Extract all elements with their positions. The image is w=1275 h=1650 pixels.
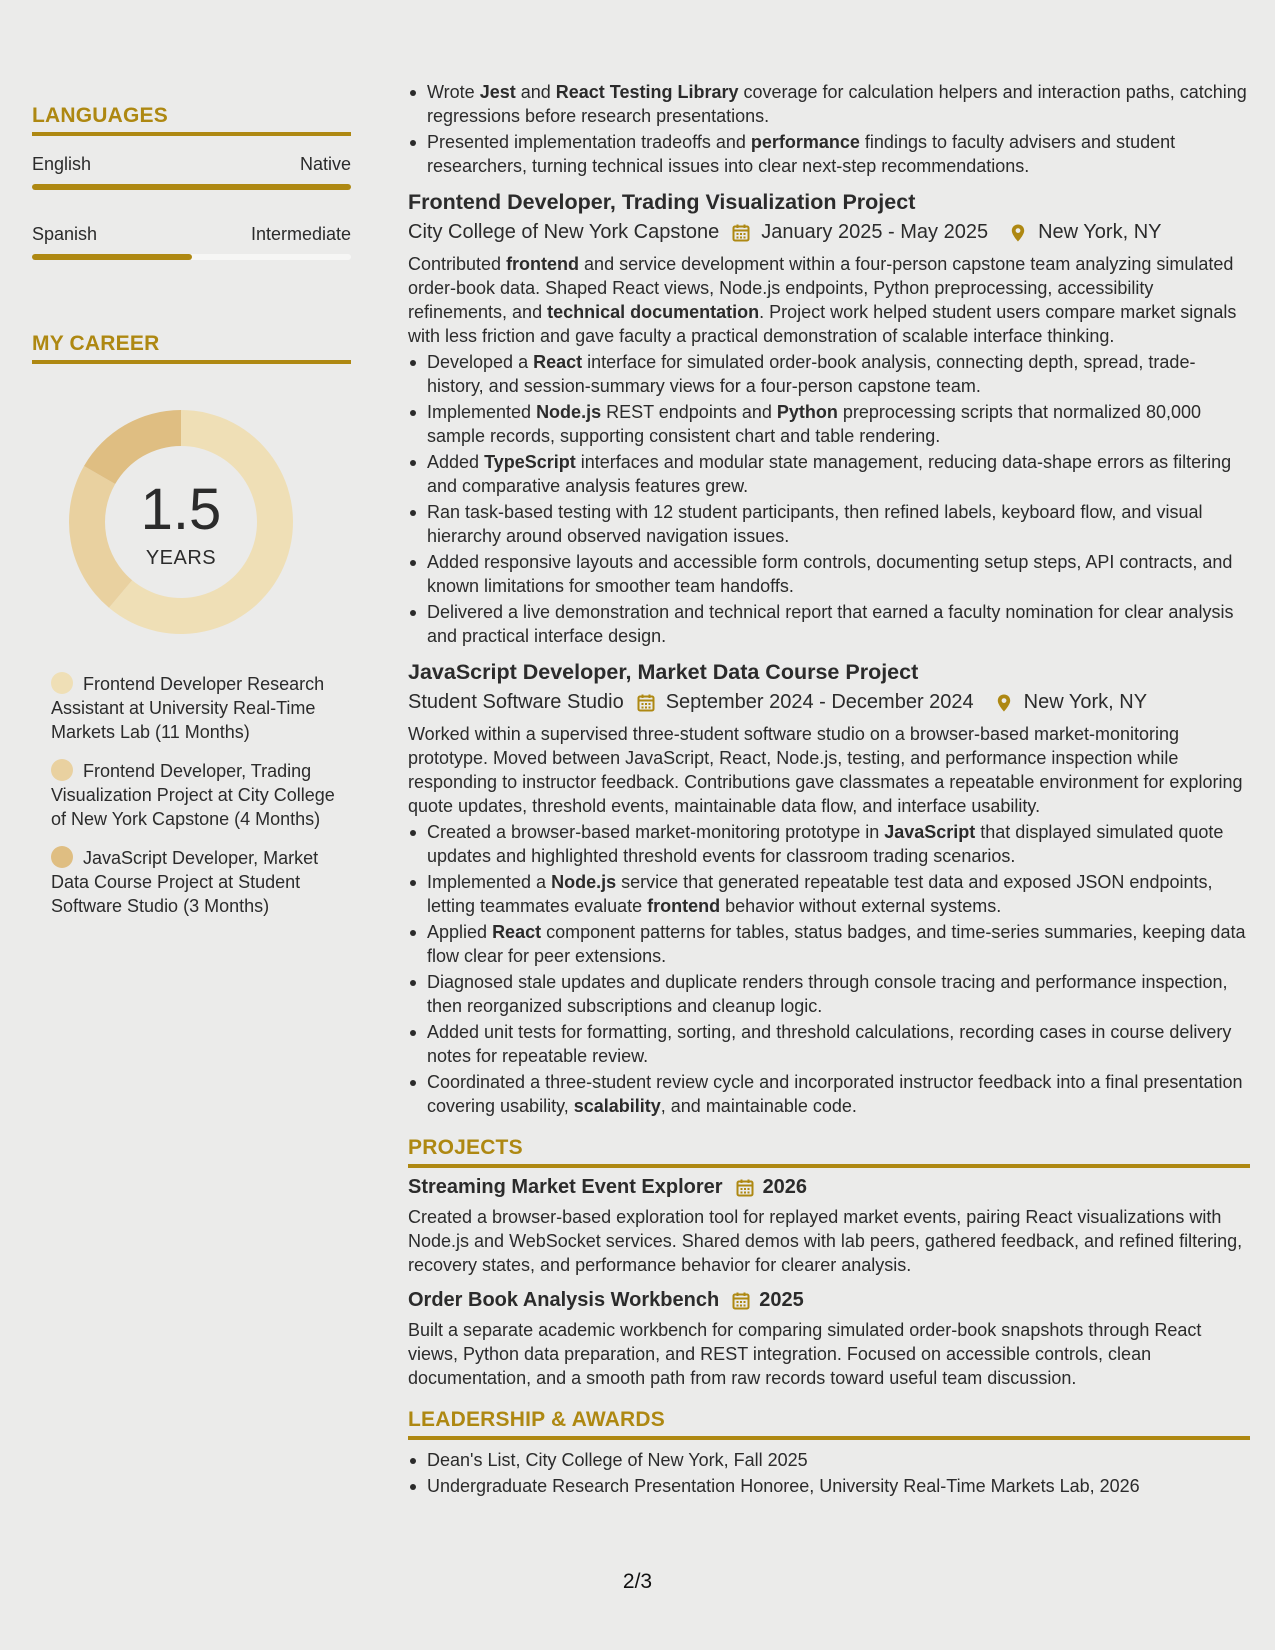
project-year: 2026 [762, 1176, 808, 1198]
text-run: component patterns for tables, status badges, and time-series summaries, keeping data flow clear for peer extensions. [427, 922, 1246, 966]
text-run: Added [427, 452, 485, 472]
language-list [32, 154, 351, 260]
experience-list [408, 190, 1250, 1118]
leadership-heading: LEADERSHIP & AWARDS [408, 1408, 1250, 1440]
text-run: Applied [427, 922, 493, 942]
text-run: that displayed simulated quote updates and highlighted threshold events for classroom trading scenarios. [427, 822, 1224, 866]
bold-keyword: React [492, 922, 542, 942]
intro-bullet-list [408, 80, 1250, 178]
project-title-row [408, 1176, 1250, 1199]
bold-keyword: React [533, 352, 583, 372]
career-legend-item [51, 672, 341, 744]
bold-keyword: technical documentation [547, 302, 760, 322]
bullet-item [408, 600, 1250, 648]
job-dates: September 2024 - December 2024 [665, 691, 974, 713]
bold-keyword: performance [750, 132, 860, 152]
bullet-item [408, 80, 1250, 128]
language-row [32, 224, 351, 245]
bullet-item [408, 920, 1250, 968]
bullet-item [408, 970, 1250, 1018]
text-run: Worked within a supervised three-student software studio on a browser-based market-monitoring prototype. Moved between JavaScript, React, Node.js, testing, and performance inspection while responding to instructor feedback. Contributions gave classmates a repeatable environment for exploring quote updates, threshold events, maintainable data flow, and interface usability. [408, 724, 1243, 816]
legend-color-dot [51, 759, 73, 781]
project-entry [408, 1176, 1250, 1277]
language-name: Spanish [32, 224, 98, 244]
job-summary [408, 722, 1250, 818]
language-row [32, 154, 351, 175]
job-location: New York, NY [1038, 221, 1162, 243]
page-number: 2/3 [622, 1570, 653, 1593]
career-legend [32, 672, 351, 918]
bold-keyword: Jest [479, 82, 516, 102]
language-item [32, 154, 351, 190]
language-level: Native [299, 154, 351, 174]
bullet-item [408, 400, 1250, 448]
bullet-item [408, 820, 1250, 868]
languages-heading: LANGUAGES [32, 104, 351, 136]
job-meta [408, 691, 1250, 714]
legend-label: Frontend Developer, Trading Visualization Project at City College of New York Capstone (4 Months) [51, 761, 335, 829]
bold-keyword: TypeScript [484, 452, 576, 472]
job-bullet-list [408, 350, 1250, 648]
donut-center [65, 406, 297, 638]
calendar-icon [731, 1291, 751, 1311]
text-run: findings to faculty advisers and student researchers, turning technical issues into clear next-step recommendations. [427, 132, 1176, 176]
text-run: behavior without external systems. [720, 896, 1002, 916]
bullet-item [408, 130, 1250, 178]
text-run: . Project work helped student users compare market signals with less friction and gave faculty a practical demonstration of scalable interface thinking. [408, 302, 1237, 346]
project-list [408, 1176, 1250, 1390]
bullet-item [408, 500, 1250, 548]
bold-keyword: JavaScript [884, 822, 976, 842]
location-pin-icon [1008, 223, 1028, 243]
text-run: Developed a [427, 352, 534, 372]
language-proficiency-bar [32, 184, 351, 190]
language-level: Intermediate [250, 224, 351, 244]
bullet-item [408, 1020, 1250, 1068]
bold-keyword: Node.js [551, 872, 617, 892]
bold-keyword: scalability [573, 1096, 661, 1116]
job-bullet-list [408, 820, 1250, 1118]
job-dates: January 2025 - May 2025 [761, 221, 989, 243]
language-proficiency-fill [32, 254, 192, 260]
language-proficiency-fill [32, 184, 351, 190]
leadership-list [408, 1448, 1250, 1498]
calendar-icon [731, 223, 751, 243]
project-title-row [408, 1289, 1250, 1312]
text-run: Wrote [427, 82, 480, 102]
language-proficiency-bar [32, 254, 351, 260]
text-run: interface for simulated order-book analysis, connecting depth, spread, trade-history, and session-summary views for a four-person capstone team. [427, 352, 1196, 396]
text-run: Implemented a [427, 872, 552, 892]
career-total-value: 1.5 [140, 476, 222, 542]
projects-heading: PROJECTS [408, 1136, 1250, 1168]
text-run: and service development within a four-person capstone team analyzing simulated order-book data. Shaped React views, Node.js endpoints, Python preprocessing, accessibility refinements, and [408, 254, 1234, 322]
text-run: and [515, 82, 556, 102]
bold-keyword: frontend [647, 896, 721, 916]
award-item: Dean's List, City College of New York, Fall 2025 [408, 1448, 1250, 1472]
legend-color-dot [51, 846, 73, 868]
bold-keyword: Node.js [536, 402, 602, 422]
job-title: Frontend Developer, Trading Visualization Project [408, 190, 916, 214]
text-run: service that generated repeatable test data and exposed JSON endpoints, letting teammates evaluate [427, 872, 1213, 916]
text-run: coverage for calculation helpers and interaction paths, catching regressions before research presentations. [427, 82, 1247, 126]
text-run: Implemented [427, 402, 537, 422]
job-entry [408, 190, 1250, 648]
project-description: Created a browser-based exploration tool for replayed market events, pairing React visualizations with Node.js and WebSocket services. Shared demos with lab peers, gathered feedback, and refined filtering, recovery states, and performance behavior for clearer analysis. [408, 1207, 1243, 1275]
text-run: REST endpoints and [601, 402, 777, 422]
job-entry [408, 660, 1250, 1118]
bullet-item [408, 1070, 1250, 1118]
bold-keyword: frontend [506, 254, 580, 274]
job-organization: City College of New York Capstone [408, 221, 720, 243]
bold-keyword: Python [776, 402, 838, 422]
main-content [408, 80, 1250, 1500]
career-donut-chart [65, 406, 297, 638]
project-description: Built a separate academic workbench for comparing simulated order-book snapshots through React views, Python data preparation, and REST integration. Focused on accessible controls, clean documentation, and a smooth path from raw records toward useful team discussion. [408, 1320, 1202, 1388]
job-summary [408, 252, 1250, 348]
text-run: Created a browser-based market-monitoring prototype in [427, 822, 885, 842]
text-run: , and maintainable code. [660, 1096, 857, 1116]
legend-label: Frontend Developer Research Assistant at University Real-Time Markets Lab (11 Months) [51, 674, 325, 742]
career-legend-item [51, 759, 341, 831]
calendar-icon [636, 693, 656, 713]
text-run: Diagnosed stale updates and duplicate renders through console tracing and performance inspection, then reorganized subscriptions and cleanup logic. [427, 972, 1228, 1016]
text-run: interfaces and modular state management, reducing data-shape errors as filtering and comparative analysis features grew. [427, 452, 1232, 496]
career-legend-item [51, 846, 341, 918]
bullet-item [408, 350, 1250, 398]
bullet-item [408, 550, 1250, 598]
legend-label: JavaScript Developer, Market Data Course Project at Student Software Studio (3 Months) [51, 848, 319, 916]
text-run: Added responsive layouts and accessible form controls, documenting setup steps, API contracts, and known limitations for smoother team handoffs. [427, 552, 1233, 596]
project-name: Order Book Analysis Workbench [408, 1289, 720, 1311]
job-organization: Student Software Studio [408, 691, 624, 713]
location-pin-icon [994, 693, 1014, 713]
bullet-item [408, 450, 1250, 498]
project-name: Streaming Market Event Explorer [408, 1176, 723, 1198]
career-heading: MY CAREER [32, 332, 351, 364]
career-total-unit: YEARS [145, 546, 217, 569]
calendar-icon [735, 1178, 755, 1198]
legend-color-dot [51, 672, 73, 694]
project-year: 2025 [759, 1289, 804, 1311]
award-item: Undergraduate Research Presentation Honoree, University Real-Time Markets Lab, 2026 [408, 1474, 1250, 1498]
text-run: preprocessing scripts that normalized 80,000 sample records, supporting consistent chart and table rendering. [427, 402, 1202, 446]
bullet-item [408, 870, 1250, 918]
bold-keyword: React Testing Library [555, 82, 739, 102]
language-name: English [32, 154, 92, 174]
text-run: Delivered a live demonstration and technical report that earned a faculty nomination for clear analysis and practical interface design. [427, 602, 1234, 646]
sidebar [32, 104, 351, 933]
job-location: New York, NY [1023, 691, 1148, 713]
job-title: JavaScript Developer, Market Data Course Project [408, 660, 919, 684]
text-run: Added unit tests for formatting, sorting, and threshold calculations, recording cases in course delivery notes for repeatable review. [427, 1022, 1232, 1066]
text-run: Ran task-based testing with 12 student participants, then refined labels, keyboard flow, and visual hierarchy around observed navigation issues. [427, 502, 1203, 546]
text-run: Presented implementation tradeoffs and [427, 132, 751, 152]
text-run: Contributed [408, 254, 507, 274]
job-meta [408, 221, 1250, 244]
project-entry [408, 1289, 1250, 1390]
language-item [32, 224, 351, 260]
text-run: Coordinated a three-student review cycle and incorporated instructor feedback into a final presentation covering usability, [427, 1072, 1243, 1116]
